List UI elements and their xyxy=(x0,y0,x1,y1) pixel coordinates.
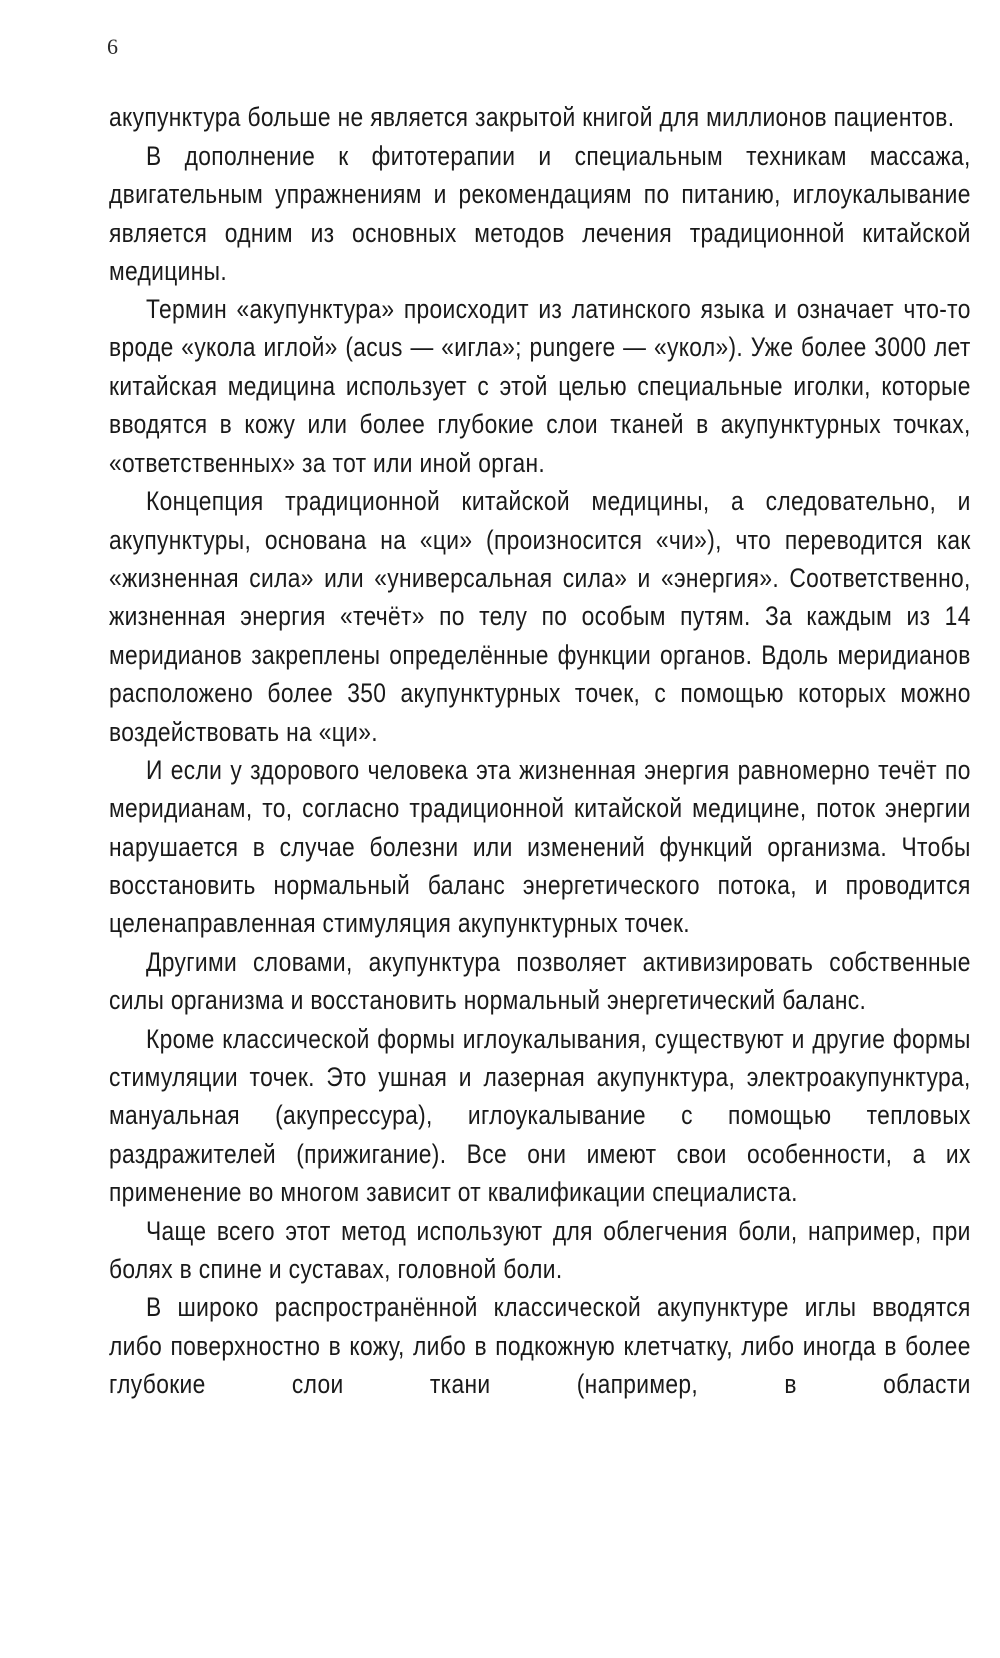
paragraph: акупунктура больше не является закрытой книгой для миллионов пациентов. xyxy=(109,102,955,132)
paragraph: Термин «акупунктура» происходит из латинского языка и означает что-то вроде «укола иглой» (acus — «игла»; pungere — «укол»). Уже более 3000 лет китайская медицина использует с этой целью специальные иголки, которые вводятся в кожу или более глубокие слои тканей в акупунктурных точках, «ответственных» за тот или иной орган. xyxy=(109,294,971,478)
paragraph: Чаще всего этот метод используют для облегчения боли, например, при болях в спине и суставах, головной боли. xyxy=(109,1215,971,1284)
paragraph: Концепция традиционной китайской медицины, а следовательно, и акупунктуры, основана на «ци» (произносится «чи»), что переводится как «жизненная сила» или «универсальная сила» и «энергия». Соответственно, жизненная энергия «течёт» по телу по особым путям. За каждым из 14 меридианов закреплены определённые функции органов. Вдоль меридианов расположено более 350 акупунктурных точек, с помощью которых можно воздействовать на «ци». xyxy=(109,486,971,747)
paragraph: Другими словами, акупунктура позволяет активизировать собственные силы организма и восстановить нормальный энергетический баланс. xyxy=(109,946,971,1016)
paragraph: В широко распространённой классической акупунктуре иглы вводятся либо поверхностно в кожу, либо в подкожную клетчатку, либо иногда в более глубокие слои ткани (например, в области xyxy=(109,1292,971,1399)
paragraph: В дополнение к фитотерапии и специальным техникам массажа, двигательным упражнениям и рекомендациям по питанию, иглоукалывание является одним из основных методов лечения традиционной китайской медицины. xyxy=(109,140,971,287)
body-text xyxy=(109,98,971,1404)
paragraph: И если у здорового человека эта жизненная энергия равномерно течёт по меридианам, то, согласно традиционной китайской медицине, поток энергии нарушается в случае болезни или изменений функций организма. Чтобы восстановить нормальный баланс энергетического потока, и проводится целенаправленная стимуляция акупунктурных точек. xyxy=(109,754,971,939)
paragraph: Кроме классической формы иглоукалывания, существуют и другие формы стимуляции точек. Это ушная и лазерная акупунктура, электроакупунктура, мануальная (акупрессура), иглоукалывание с помощью тепловых раздражителей (прижигание). Все они имеют свои особенности, а их применение во многом зависит от квалификации специалиста. xyxy=(109,1023,971,1208)
page-number: 6 xyxy=(107,34,118,59)
